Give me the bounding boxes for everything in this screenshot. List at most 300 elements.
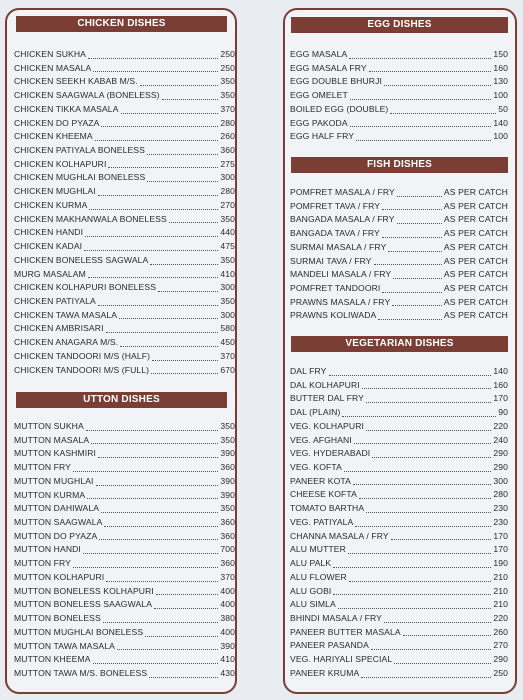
menu-item: [14, 199, 235, 213]
dish-name: EGG MASALA: [290, 49, 348, 59]
leader-dots: [106, 581, 218, 582]
leader-dots: [369, 71, 492, 72]
dish-price: 380: [220, 613, 235, 624]
leader-dots: [349, 581, 491, 582]
leader-dots: [84, 250, 218, 251]
dish-price: 260: [220, 131, 235, 142]
dish-price: 150: [493, 49, 508, 59]
dish-name: VEG. KOFTA: [290, 462, 342, 473]
leader-dots: [147, 181, 218, 182]
dish-price: 270: [493, 640, 508, 651]
leader-dots: [382, 292, 442, 293]
menu-item: [14, 557, 235, 571]
leader-dots: [366, 430, 491, 431]
menu-item: [14, 434, 235, 448]
dish-name: CHICKEN TIKKA MASALA: [14, 103, 119, 114]
leader-dots: [169, 222, 219, 223]
dish-price: 300: [220, 282, 235, 293]
menu-item: [14, 516, 235, 530]
dish-name: MUTTON MUGHLAI BONELESS: [14, 626, 144, 637]
leader-dots: [354, 443, 492, 444]
dish-price: 210: [493, 585, 508, 596]
menu-item: [14, 117, 235, 131]
dish-price: 390: [220, 640, 235, 651]
dish-price: 260: [493, 626, 508, 637]
leader-dots: [403, 635, 492, 636]
dish-price: 290: [493, 462, 508, 473]
dish-name: BOILED EGG (DOUBLE): [290, 103, 389, 114]
menu-item: [290, 186, 508, 200]
menu-item: [290, 48, 508, 62]
dish-name: DAL FRY: [290, 366, 327, 376]
dish-name: CHICKEN KURMA: [14, 199, 88, 210]
dish-price: 100: [493, 90, 508, 101]
leader-dots: [119, 318, 218, 319]
dish-price: 390: [220, 448, 235, 459]
dish-price: 360: [220, 517, 235, 528]
leader-dots: [154, 608, 218, 609]
dish-name: MUTTON MUGHLAI: [14, 475, 94, 486]
menu-item: [14, 62, 235, 76]
leader-dots: [348, 553, 491, 554]
menu-item: [14, 502, 235, 516]
dish-name: BANGADA MASALA / FRY: [290, 214, 395, 225]
dish-name: MUTTON MASALA: [14, 434, 90, 445]
leader-dots: [333, 567, 491, 568]
dish-name: CHICKEN TANDOORI M/S (HALF): [14, 350, 151, 361]
dish-name: EGG HALF FRY: [290, 131, 355, 142]
leader-dots: [88, 277, 218, 278]
dish-price: 370: [220, 103, 235, 114]
dish-price: 430: [220, 667, 235, 678]
leader-dots: [353, 484, 491, 485]
dish-name: CHICKEN TANDOORI M/S (FULL): [14, 364, 150, 375]
leader-dots: [388, 251, 442, 252]
leader-dots: [333, 594, 491, 595]
leader-dots: [158, 291, 218, 292]
menu-item: [290, 365, 508, 379]
leader-dots: [93, 663, 219, 664]
menu-item: [14, 89, 235, 103]
dish-name: DAL KOLHAPURI: [290, 379, 360, 390]
menu-item: [290, 75, 508, 89]
dish-price: AS PER CATCH: [443, 187, 508, 197]
menu-item: [290, 103, 508, 117]
menu-item: [14, 543, 235, 557]
dish-price: 290: [493, 654, 508, 665]
dish-name: MUTTON SAAGWALA: [14, 517, 103, 528]
leader-dots: [85, 236, 218, 237]
dish-price: 350: [220, 213, 235, 224]
dish-price: 350: [220, 254, 235, 265]
menu-item: [290, 502, 508, 516]
leader-dots: [349, 58, 491, 59]
dish-name: POMFRET TAVA / FRY: [290, 200, 381, 211]
dish-price: 360: [220, 145, 235, 156]
menu-item: [290, 379, 508, 393]
dish-price: 360: [220, 530, 235, 541]
menu-item: [290, 200, 508, 214]
dish-name: CHICKEN MAKHANWALA BONELESS: [14, 213, 167, 224]
menu-item: [14, 667, 235, 681]
menu-item: [290, 117, 508, 131]
veg-section-header: VEGETARIAN DISHES: [291, 336, 508, 352]
menu-item: [14, 171, 235, 185]
dish-name: CHICKEN KOLHAPURI: [14, 158, 107, 169]
dish-name: MUTTON HANDI: [14, 544, 81, 555]
leader-dots: [96, 485, 219, 486]
dish-name: CHANNA MASALA / FRY: [290, 530, 389, 541]
leader-dots: [73, 567, 218, 568]
leader-dots: [101, 512, 218, 513]
leader-dots: [366, 512, 491, 513]
dish-price: 230: [493, 503, 508, 514]
dish-name: MUTTON KASHMIRI: [14, 448, 97, 459]
menu-item: [14, 213, 235, 227]
leader-dots: [140, 85, 219, 86]
menu-item: [290, 461, 508, 475]
menu-item: [290, 667, 508, 681]
leader-dots: [397, 196, 442, 197]
leader-dots: [372, 457, 491, 458]
dish-name: TOMATO BARTHA: [290, 503, 365, 514]
menu-item: [290, 447, 508, 461]
leader-dots: [93, 71, 218, 72]
leader-dots: [104, 526, 218, 527]
menu-item: [14, 571, 235, 585]
dish-name: ALU MUTTER: [290, 544, 346, 555]
menu-item: [14, 295, 235, 309]
dish-price: 220: [493, 420, 508, 431]
dish-price: 230: [493, 516, 508, 527]
dish-price: 370: [220, 571, 235, 582]
leader-dots: [91, 443, 218, 444]
menu-item: [290, 241, 508, 255]
dish-name: CHICKEN SEEKH KABAB M/S.: [14, 76, 138, 87]
leader-dots: [106, 332, 219, 333]
dish-price: AS PER CATCH: [443, 200, 508, 211]
menu-item: [14, 475, 235, 489]
menu-item: [14, 130, 235, 144]
menu-item: [14, 268, 235, 282]
dish-price: 100: [493, 131, 508, 142]
leader-dots: [391, 539, 492, 540]
dish-name: MUTTON FRY: [14, 558, 72, 569]
leader-dots: [329, 375, 492, 376]
dish-name: ALU GOBI: [290, 585, 332, 596]
menu-item: [290, 488, 508, 502]
fish-dish-list: [290, 186, 508, 323]
dish-name: CHICKEN KOLHAPURI BONELESS: [14, 282, 157, 293]
dish-price: 350: [220, 503, 235, 514]
dish-name: MUTTON KHEEMA: [14, 654, 91, 665]
dish-name: CHICKEN MASALA: [14, 62, 92, 73]
dish-name: PRAWNS MASALA / FRY: [290, 296, 391, 307]
menu-item: [290, 557, 508, 571]
dish-name: BUTTER DAL FRY: [290, 393, 364, 404]
leader-dots: [145, 636, 218, 637]
fish-section-header: FISH DISHES: [291, 157, 508, 173]
menu-item: [290, 571, 508, 585]
leader-dots: [156, 594, 218, 595]
leader-dots: [162, 99, 219, 100]
dish-name: ALU PALK: [290, 558, 332, 569]
menu-item: [14, 530, 235, 544]
menu-item: [14, 226, 235, 240]
dish-name: EGG PAKODA: [290, 117, 348, 128]
dish-name: MUTTON KOLHAPURI: [14, 571, 105, 582]
leader-dots: [98, 457, 218, 458]
dish-price: 350: [220, 90, 235, 101]
dish-price: 350: [220, 421, 235, 431]
menu-item: [290, 89, 508, 103]
dish-price: 190: [493, 558, 508, 569]
dish-name: MURG MASALAM: [14, 268, 86, 279]
leader-dots: [73, 471, 218, 472]
dish-price: AS PER CATCH: [443, 228, 508, 239]
dish-price: 580: [220, 323, 235, 334]
leader-dots: [384, 85, 491, 86]
leader-dots: [89, 209, 218, 210]
menu-item: [14, 489, 235, 503]
leader-dots: [371, 649, 491, 650]
dish-price: 170: [493, 544, 508, 555]
dish-name: DAL (PLAIN): [290, 407, 341, 418]
dish-name: MUTTON TAWA M/S. BONELESS: [14, 667, 148, 678]
dish-price: AS PER CATCH: [443, 241, 508, 252]
leader-dots: [350, 126, 492, 127]
dish-name: MUTTON FRY: [14, 462, 72, 473]
dish-name: VEG. HYDERABADI: [290, 448, 371, 459]
menu-item: [290, 530, 508, 544]
dish-price: 160: [493, 62, 508, 73]
dish-price: 280: [493, 489, 508, 500]
menu-item: [290, 543, 508, 557]
leader-dots: [344, 471, 491, 472]
leader-dots: [150, 264, 218, 265]
leader-dots: [356, 140, 491, 141]
dish-name: MUTTON DO PYAZA: [14, 530, 98, 541]
dish-price: 220: [493, 612, 508, 623]
leader-dots: [393, 278, 442, 279]
menu-item: [290, 598, 508, 612]
dish-name: CHICKEN HANDI: [14, 227, 84, 238]
dish-price: 250: [220, 49, 235, 59]
leader-dots: [361, 677, 491, 678]
dish-price: AS PER CATCH: [443, 296, 508, 307]
leader-dots: [350, 99, 492, 100]
dish-name: CHICKEN AMBRISARI: [14, 323, 104, 334]
menu-item: [290, 585, 508, 599]
menu-item: [290, 227, 508, 241]
dish-name: CHICKEN KHEEMA: [14, 131, 93, 142]
dish-name: CHICKEN SUKHA: [14, 49, 86, 59]
dish-name: MUTTON BONELESS SAAGWALA: [14, 599, 153, 610]
dish-price: 290: [493, 448, 508, 459]
dish-name: CHICKEN PATIYALA: [14, 295, 96, 306]
dish-price: 90: [498, 407, 508, 418]
dish-price: 400: [220, 599, 235, 610]
leader-dots: [342, 416, 496, 417]
dish-name: EGG DOUBLE BHURJI: [290, 76, 382, 87]
dish-price: 350: [220, 434, 235, 445]
dish-price: AS PER CATCH: [443, 283, 508, 294]
left-menu-panel: [5, 8, 237, 694]
menu-item: [290, 282, 508, 296]
dish-name: CHICKEN PATIYALA BONELESS: [14, 145, 145, 156]
dish-price: 390: [220, 475, 235, 486]
chicken-section-header: CHICKEN DISHES: [16, 16, 227, 32]
dish-price: 450: [220, 337, 235, 348]
menu-item: [14, 158, 235, 172]
dish-name: CHICKEN KADAI: [14, 241, 83, 252]
dish-name: MUTTON KURMA: [14, 489, 86, 500]
leader-dots: [359, 498, 491, 499]
menu-item: [290, 296, 508, 310]
leader-dots: [338, 608, 492, 609]
menu-item: [14, 281, 235, 295]
dish-name: PANEER PASANDA: [290, 640, 369, 651]
menu-item: [14, 447, 235, 461]
dish-price: 170: [493, 393, 508, 404]
mutton-dish-list: [14, 420, 235, 681]
dish-price: 400: [220, 626, 235, 637]
dish-name: PANEER KOTA: [290, 475, 351, 486]
leader-dots: [121, 113, 219, 114]
dish-price: 670: [220, 364, 235, 375]
dish-name: PANEER BUTTER MASALA: [290, 626, 401, 637]
menu-item: [14, 48, 235, 62]
menu-item: [14, 75, 235, 89]
menu-item: [290, 612, 508, 626]
leader-dots: [378, 319, 442, 320]
dish-name: CHICKEN SAAGWALA (BONELESS): [14, 90, 160, 101]
dish-price: 50: [498, 103, 508, 114]
dish-price: 270: [220, 199, 235, 210]
dish-name: ALU FLOWER: [290, 571, 347, 582]
dish-name: VEG. PATIYALA: [290, 516, 354, 527]
menu-item: [14, 640, 235, 654]
menu-item: [290, 130, 508, 144]
menu-item: [14, 653, 235, 667]
mutton-section-header: UTTON DISHES: [16, 392, 227, 408]
dish-name: MUTTON BONELESS KOLHAPURI: [14, 585, 154, 596]
leader-dots: [87, 498, 218, 499]
leader-dots: [108, 167, 218, 168]
leader-dots: [101, 126, 218, 127]
menu-item: [14, 364, 235, 378]
dish-price: 275: [220, 158, 235, 169]
menu-item: [14, 598, 235, 612]
dish-price: 360: [220, 558, 235, 569]
leader-dots: [152, 360, 218, 361]
menu-item: [290, 516, 508, 530]
dish-name: CHEESE KOFTA: [290, 489, 357, 500]
dish-name: MUTTON BONELESS: [14, 613, 101, 624]
dish-name: PANEER KRUMA: [290, 667, 360, 678]
dish-price: 350: [220, 295, 235, 306]
egg-dish-list: [290, 48, 508, 144]
dish-name: POMFRET MASALA / FRY: [290, 187, 395, 197]
dish-price: 390: [220, 489, 235, 500]
menu-item: [290, 626, 508, 640]
egg-section-header: EGG DISHES: [291, 17, 508, 33]
menu-item: [14, 585, 235, 599]
menu-item: [14, 185, 235, 199]
leader-dots: [98, 305, 219, 306]
dish-name: PRAWNS KOLIWADA: [290, 310, 377, 321]
menu-item: [14, 240, 235, 254]
menu-item: [290, 406, 508, 420]
menu-item: [290, 434, 508, 448]
dish-price: 700: [220, 544, 235, 555]
dish-price: 300: [220, 172, 235, 183]
leader-dots: [394, 663, 491, 664]
dish-price: 280: [220, 117, 235, 128]
menu-item: [290, 255, 508, 269]
dish-price: 250: [493, 667, 508, 678]
dish-name: EGG MASALA FRY: [290, 62, 367, 73]
dish-price: 400: [220, 585, 235, 596]
dish-price: 170: [493, 530, 508, 541]
menu-item: [290, 639, 508, 653]
dish-name: MUTTON DAHIWALA: [14, 503, 100, 514]
menu-item: [14, 461, 235, 475]
dish-price: 160: [493, 379, 508, 390]
leader-dots: [147, 154, 218, 155]
dish-name: BHINDI MASALA / FRY: [290, 612, 382, 623]
dish-price: 240: [493, 434, 508, 445]
veg-dish-list: [290, 365, 508, 681]
menu-item: [14, 626, 235, 640]
dish-price: 130: [493, 76, 508, 87]
dish-name: MUTTON TAWA MASALA: [14, 640, 115, 651]
dish-price: 300: [493, 475, 508, 486]
menu-item: [14, 103, 235, 117]
dish-price: 370: [220, 350, 235, 361]
leader-dots: [120, 346, 218, 347]
menu-item: [290, 392, 508, 406]
leader-dots: [384, 622, 491, 623]
menu-item: [14, 420, 235, 434]
menu-item: [14, 309, 235, 323]
dish-name: VEG. KOLHAPURI: [290, 420, 364, 431]
dish-name: BANGADA TAVA / FRY: [290, 228, 380, 239]
dish-name: CHICKEN ANAGARA M/S.: [14, 337, 119, 348]
menu-item: [290, 420, 508, 434]
leader-dots: [355, 526, 491, 527]
menu-item: [14, 322, 235, 336]
dish-price: AS PER CATCH: [443, 269, 508, 280]
dish-name: SURMAI TAVA / FRY: [290, 255, 372, 266]
leader-dots: [374, 264, 442, 265]
dish-price: 475: [220, 241, 235, 252]
menu-item: [14, 612, 235, 626]
menu-item: [290, 213, 508, 227]
leader-dots: [99, 539, 218, 540]
menu-item: [290, 475, 508, 489]
leader-dots: [83, 553, 218, 554]
menu-item: [14, 144, 235, 158]
dish-price: 440: [220, 227, 235, 238]
leader-dots: [149, 677, 218, 678]
dish-name: CHICKEN BONELESS SAGWALA: [14, 254, 149, 265]
dish-price: AS PER CATCH: [443, 214, 508, 225]
dish-price: 350: [220, 76, 235, 87]
menu-item: [290, 309, 508, 323]
dish-price: 140: [493, 117, 508, 128]
dish-price: 210: [493, 571, 508, 582]
